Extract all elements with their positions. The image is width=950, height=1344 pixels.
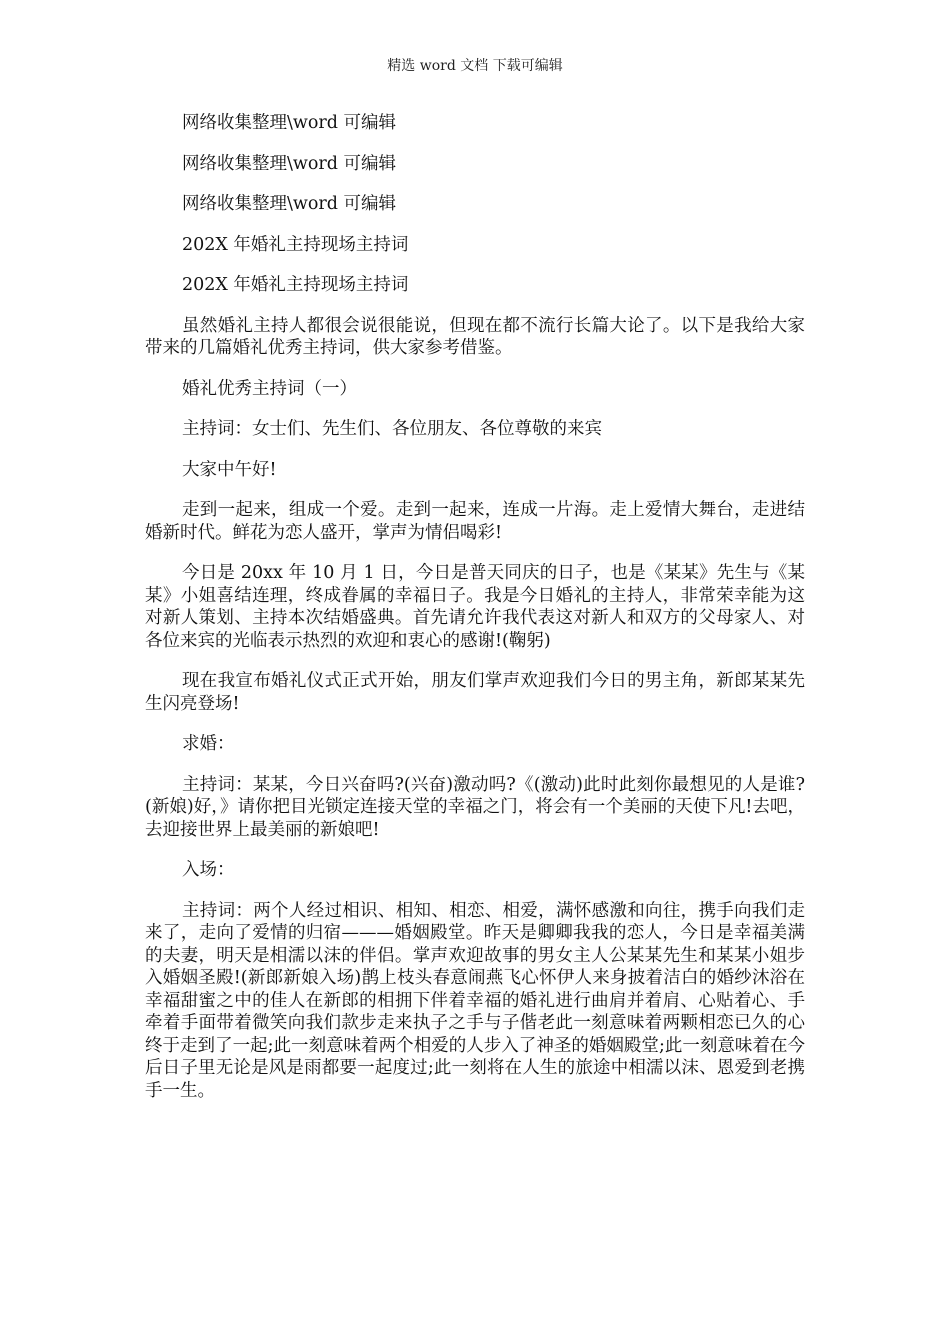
proposal-heading: 求婚： xyxy=(182,734,235,754)
paragraph-source-note-3: 网络收集整理\word 可编辑 xyxy=(182,194,397,214)
section-heading: 婚礼优秀主持词（一） xyxy=(182,378,357,399)
entrance-heading: 入场： xyxy=(182,860,235,880)
paragraph-source-note-2: 网络收集整理\word 可编辑 xyxy=(182,153,397,174)
document-title-1: 202X 年婚礼主持现场主持词 xyxy=(182,234,409,255)
document-body xyxy=(145,112,805,1120)
paragraph-source-note-1: 网络收集整理\word 可编辑 xyxy=(182,113,397,133)
intro-paragraph: 虽然婚礼主持人都很会说很能说，但现在都不流行长篇大论了。以下是我给大家带来的几篇婚礼优秀主持词，供大家参考借鉴。 xyxy=(145,315,805,358)
opening-verse: 走到一起来，组成一个爱。走到一起来，连成一片海。走上爱情大舞台，走进结婚新时代。鲜花为恋人盛开，掌声为情侣喝彩! xyxy=(145,500,805,543)
entrance-speech: 主持词：两个人经过相识、相知、相恋、相爱，满怀感激和向往，携手向我们走来了，走向了爱情的归宿———婚姻殿堂。昨天是卿卿我我的恋人，今日是幸福美满的夫妻，明天是相濡以沫的伴侣。掌声欢迎故事的男女主人公某某先生和某某小姐步入婚姻圣殿!(新郎新娘入场)鹊上枝头春意闹燕飞心怀伊人来身披着洁白的婚纱沐浴在幸福甜蜜之中的佳人在新郎的相拥下伴着幸福的婚礼进行曲肩并着肩、心贴着心、手牵着手面带着微笑向我们款步走来执子之手与子偕老此一刻意味着两颗相恋已久的心终于走到了一起;此一刻意味着两个相爱的人步入了神圣的婚姻殿堂;此一刻意味着在今后日子里无论是风是雨都要一起度过;此一刻将在人生的旅途中相濡以沫、恩爱到老携手一生。 xyxy=(145,900,805,1101)
proposal-speech: 主持词：某某，今日兴奋吗?(兴奋)激动吗?《(激动)此时此刻你最想见的人是谁?(新娘)好，》请你把目光锁定连接天堂的幸福之门，将会有一个美丽的天使下凡!去吧，去迎接世界上最美丽的新娘吧! xyxy=(145,774,805,840)
ceremony-start: 现在我宣布婚礼仪式正式开始，朋友们掌声欢迎我们今日的男主角，新郎某某先生闪亮登场! xyxy=(145,671,805,714)
page-header: 精选 word 文档 下载可编辑 xyxy=(387,58,563,74)
greeting-noon: 大家中午好! xyxy=(182,459,277,480)
document-title-2: 202X 年婚礼主持现场主持词 xyxy=(182,275,409,295)
greeting-line: 主持词：女士们、先生们、各位朋友、各位尊敬的来宾 xyxy=(182,419,602,439)
opening-speech: 今日是 20xx 年 10 月 1 日，今日是普天同庆的日子，也是《某某》先生与《某某》小姐喜结连理，终成眷属的幸福日子。我是今日婚礼的主持人，非常荣幸能为这对新人策划、主持本次结婚盛典。首先请允许我代表这对新人和双方的父母家人、对各位来宾的光临表示热烈的欢迎和衷心的感谢!(鞠躬) xyxy=(145,563,805,651)
